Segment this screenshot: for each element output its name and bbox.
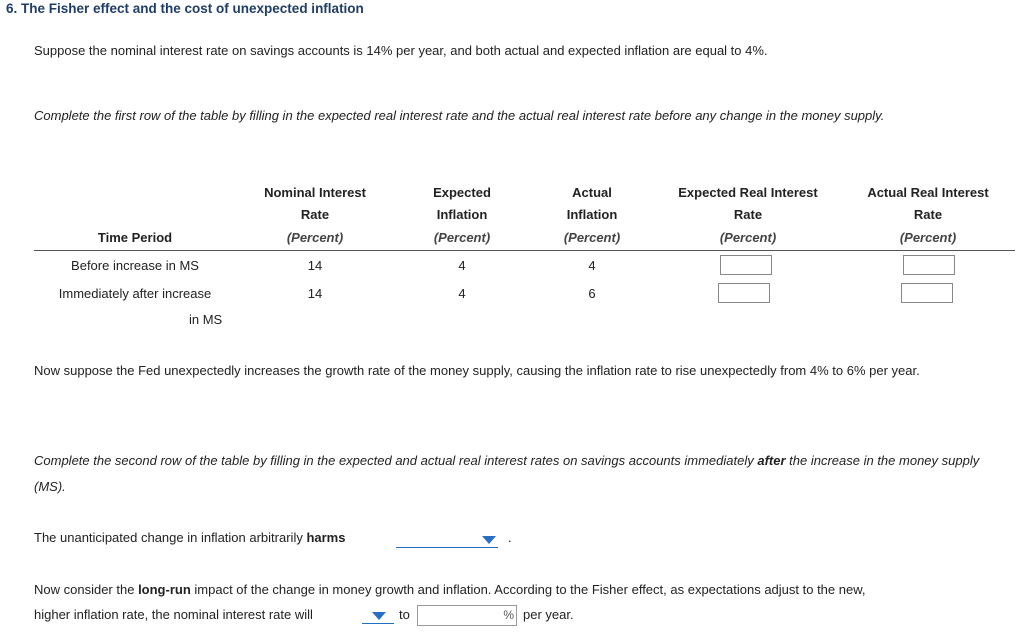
harms-dropdown[interactable]	[396, 531, 498, 548]
longrun-part-b: impact of the change in money growth and inflation. According to the Fisher effect, as expectations adjust to the new,	[190, 582, 866, 597]
instruction2-part-a: Complete the second row of the table by filling in the expected and actual real interest rates on savings accounts immediately	[34, 453, 758, 468]
header-act-real-line1: Actual Real Interest	[867, 185, 989, 200]
header-actual-unit: (Percent)	[563, 230, 621, 245]
row2-period-line2: in MS	[189, 312, 223, 327]
per-year-label: per year.	[523, 607, 574, 622]
longrun-line1	[34, 577, 866, 603]
row1-nominal: 14	[307, 258, 323, 273]
row2-actual-real-input[interactable]	[901, 283, 953, 303]
header-nominal-line1: Nominal Interest	[264, 185, 366, 200]
row1-period: Before increase in MS	[71, 258, 199, 273]
header-actual-line1: Actual	[572, 185, 612, 200]
fed-paragraph: Now suppose the Fed unexpectedly increases the growth rate of the money supply, causing the inflation rate to rise unexpectedly from 4% to 6% per year.	[34, 363, 920, 378]
row2-period-line1: Immediately after increase	[58, 286, 212, 301]
longrun-line2: higher inflation rate, the nominal interest rate will	[34, 607, 313, 622]
question-title: 6. The Fisher effect and the cost of unexpected inflation	[6, 1, 364, 16]
row1-expected-inflation: 4	[458, 258, 466, 273]
header-nominal-line2: Rate	[300, 207, 330, 222]
intro-text: Suppose the nominal interest rate on savings accounts is 14% per year, and both actual and expected inflation are equal to 4%.	[34, 43, 768, 58]
harms-prefix: The unanticipated change in inflation arbitrarily	[34, 530, 307, 545]
row1-actual-real-input[interactable]	[903, 255, 955, 275]
dropdown-arrow-icon	[372, 612, 386, 620]
instruction2-emphasis: after	[757, 453, 786, 468]
row1-expected-real-input[interactable]	[720, 255, 772, 275]
header-exp-real-line2: Rate	[733, 207, 763, 222]
row1-actual-inflation: 4	[588, 258, 596, 273]
longrun-part-a: Now consider the	[34, 582, 139, 597]
header-time-period: Time Period	[97, 230, 173, 245]
harms-bold: harms	[306, 530, 346, 545]
table-header-divider	[34, 250, 1015, 251]
header-expected-unit: (Percent)	[433, 230, 491, 245]
header-exp-real-line1: Expected Real Interest	[678, 185, 818, 200]
dropdown-arrow-icon	[482, 536, 496, 544]
header-expected-line2: Inflation	[436, 207, 488, 222]
percent-unit: %	[503, 608, 514, 622]
to-label: to	[399, 607, 410, 622]
harms-period: .	[508, 530, 512, 545]
instruction2-part-c: the increase in the money supply (MS).	[34, 453, 980, 494]
header-expected-line1: Expected	[433, 185, 491, 200]
header-nominal-unit: (Percent)	[286, 230, 344, 245]
nominal-direction-dropdown[interactable]	[362, 607, 394, 624]
row2-nominal: 14	[307, 286, 323, 301]
header-exp-real-unit: (Percent)	[719, 230, 777, 245]
instruction-second-row	[34, 448, 1009, 500]
header-act-real-line2: Rate	[913, 207, 943, 222]
header-act-real-unit: (Percent)	[899, 230, 957, 245]
nominal-rate-input[interactable]	[417, 605, 517, 626]
longrun-bold: long-run	[138, 582, 191, 597]
row2-actual-inflation: 6	[588, 286, 596, 301]
harms-sentence	[34, 525, 345, 551]
header-actual-line2: Inflation	[566, 207, 618, 222]
instruction-first-row: Complete the first row of the table by filling in the expected real interest rate and the actual real interest rate before any change in the money supply.	[34, 108, 885, 123]
row2-expected-real-input[interactable]	[718, 283, 770, 303]
row2-expected-inflation: 4	[458, 286, 466, 301]
